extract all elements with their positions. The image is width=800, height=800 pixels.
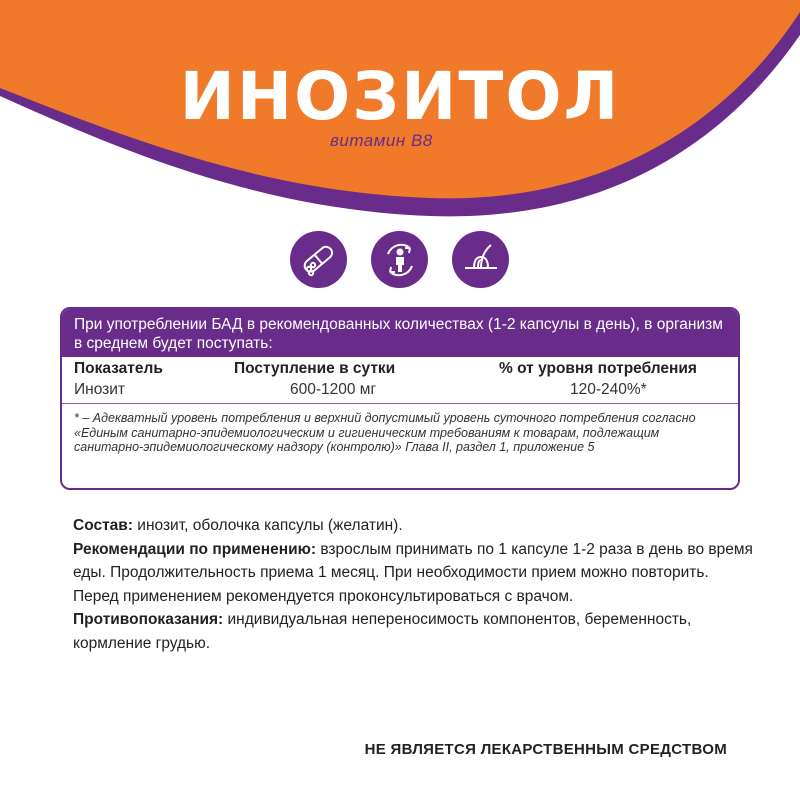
composition-label: Состав:	[73, 517, 133, 534]
person-cycle-icon	[371, 231, 428, 288]
usage-label: Рекомендации по применению:	[73, 540, 317, 558]
intake-panel	[60, 307, 740, 490]
composition-text: инозит, оболочка капсулы (желатин).	[132, 517, 403, 534]
row-indicator: Инозит	[74, 381, 126, 398]
column-header-daily-intake: Поступление в сутки	[234, 360, 396, 377]
product-title: ИНОЗИТОЛ	[179, 58, 621, 135]
product-subtitle: витамин B8	[330, 131, 433, 150]
usage-paragraph	[73, 538, 753, 609]
disclaimer: НЕ ЯВЛЯЕТСЯ ЛЕКАРСТВЕННЫМ СРЕДСТВОМ	[364, 741, 727, 758]
column-header-percent: % от уровня потребления	[499, 360, 697, 377]
row-percent: 120-240%*	[570, 381, 647, 398]
feature-icons	[290, 231, 510, 289]
intake-table	[62, 357, 738, 404]
hair-follicle-icon	[452, 231, 509, 288]
column-header-indicator: Показатель	[74, 360, 163, 377]
product-details	[73, 514, 753, 655]
composition-line	[73, 514, 753, 538]
row-daily-intake: 600-1200 мг	[290, 381, 377, 398]
contraindications-text: индивидуальная непереносимость компонентов, беременность, кормление грудью.	[73, 611, 692, 652]
capsules-icon	[290, 231, 347, 288]
contraindications-label: Противопоказания:	[73, 611, 224, 628]
contraindications-paragraph	[73, 608, 753, 655]
intake-intro: При употреблении БАД в рекомендованных количествах (1-2 капсулы в день), в организм в среднем будет поступать:	[62, 309, 738, 357]
footnote: * – Адекватный уровень потребления и верхний допустимый уровень суточного потребления согласно «Единым санитарно-эпидемиологическим и гигиеническим требованиям к товарам, подлежащим санитарно-эпидемиологическому надзору (контролю)» Глава II, раздел 1, приложение 5	[74, 411, 696, 454]
usage-text: взрослым принимать по 1 капсуле 1-2 раза в день во время еды. Продолжительность приема 1 месяц. При необходимости прием можно повторить. Перед применением рекомендуется проконсультироваться с врачом.	[73, 540, 753, 605]
